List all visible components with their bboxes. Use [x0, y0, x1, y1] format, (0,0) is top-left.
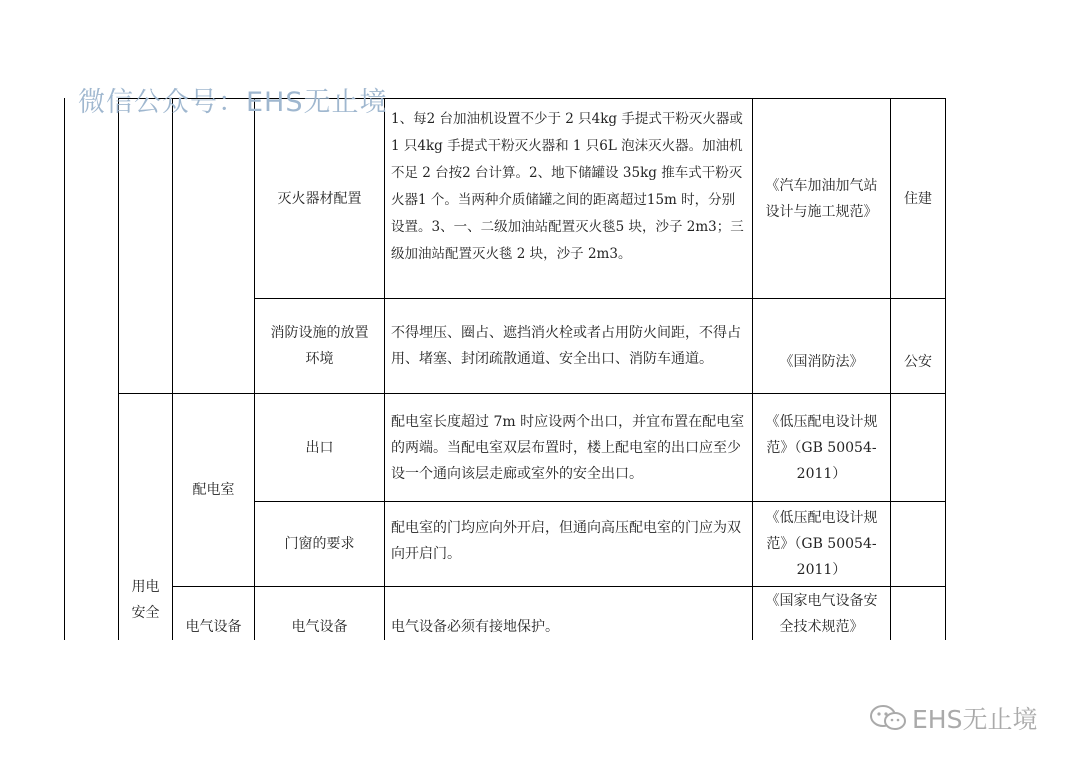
content-door: 配电室的门均应向外开启，但通向高压配电室的门应为双向开启门。: [391, 520, 741, 562]
content-fire-facility: 不得埋压、圈占、遮挡消火栓或者占用防火间距，不得占用、堵塞、封闭疏散通道、安全出口、消防车通道。: [391, 325, 741, 367]
basis-door: 《低压配电设计规范》（GB 50054-2011）: [765, 510, 878, 578]
item-equipment: 电气设备: [291, 619, 348, 635]
basis-extinguisher: 《汽车加油加气站设计与施工规范》: [765, 177, 878, 220]
content-extinguisher: 1、每2 台加油机设置不少于 2 只4kg 手提式干粉灭火器或 1 只4kg 手提式干粉灭火器和 1 只6L 泡沫灭火器。加油机不足 2 台按2 台计算。2、地下储罐设 35kg 推车式干粉灭火器1 个。当两种介质储罐之间的距离超过15m 时，分别设置。3、一、二级加油站配置灭火毯5 块，沙子 2m3；三级加油站配置灭火毯 2 块，沙子 2m3。: [391, 111, 744, 262]
basis-equipment: 《国家电气设备安全技术规范》: [765, 592, 878, 635]
footer-brand: [868, 700, 1037, 736]
dept-fire-facility: 公安: [904, 353, 932, 370]
item-fire-facility: 消防设施的放置环境: [270, 325, 369, 367]
item-extinguisher: 灭火器材配置: [277, 190, 362, 207]
wechat-icon: [868, 703, 908, 733]
group-distribution-room: 配电室: [192, 482, 235, 498]
dept-equipment: [891, 587, 945, 640]
dept-extinguisher: 住建: [904, 190, 932, 207]
dept-door: [891, 502, 945, 586]
group-electrical: 电气设备: [185, 619, 242, 635]
content-exit: 配电室长度超过 7m 时应设两个出口，并宜布置在配电室的两端。当配电室双层布置时，楼上配电室的出口应至少设一个通向该层走廊或室外的安全出口。: [391, 413, 745, 482]
group-power-safety: 用电安全: [131, 579, 160, 621]
basis-exit: 《低压配电设计规范》（GB 50054-2011）: [765, 413, 878, 482]
watermark-text: 微信公众号：EHS无止境: [78, 87, 388, 118]
footer-brand-text: EHS无止境: [912, 705, 1038, 734]
item-exit: 出口: [305, 439, 334, 456]
content-equipment: 电气设备必须有接地保护。: [391, 619, 559, 635]
basis-fire-facility: 《国消防法》: [779, 353, 864, 370]
dept-exit: [891, 394, 945, 501]
item-door: 门窗的要求: [284, 536, 355, 552]
